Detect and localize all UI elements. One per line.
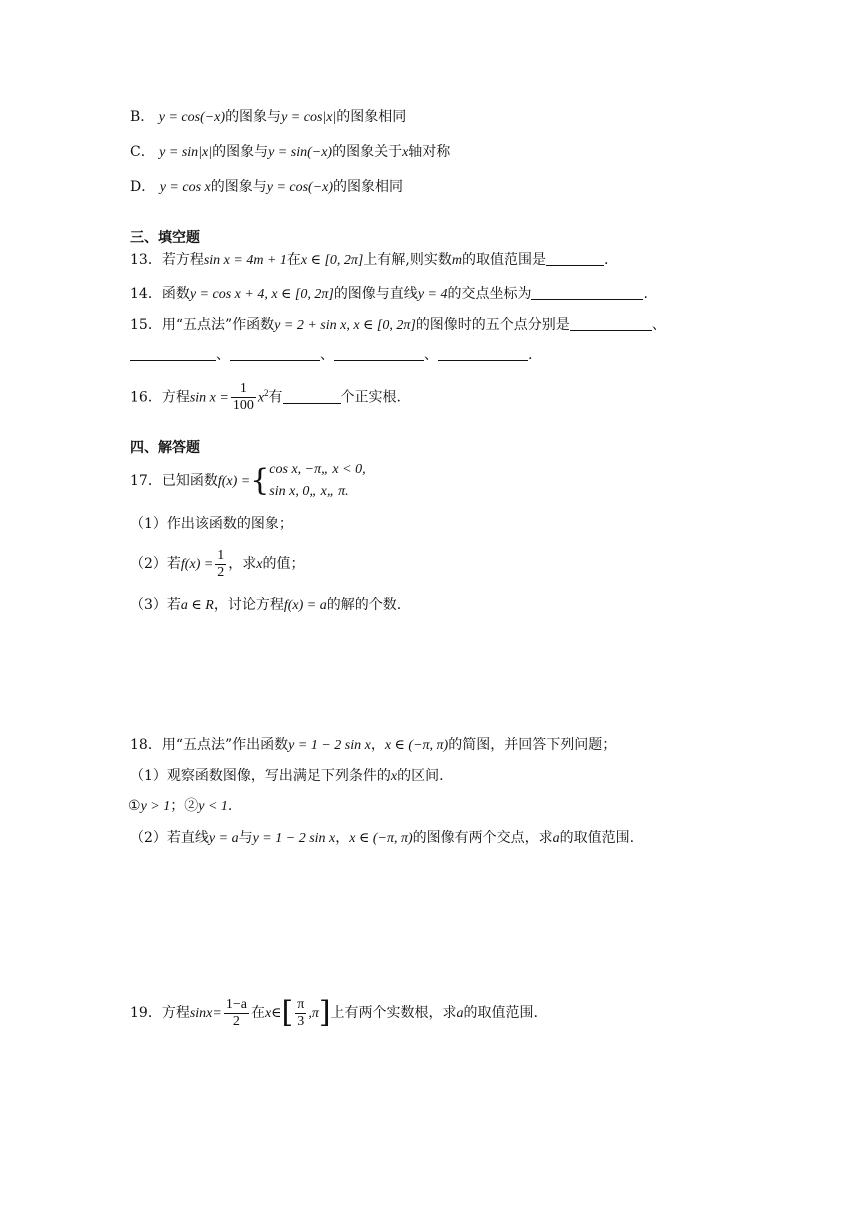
math-var: m: [451, 253, 462, 268]
question-14: [130, 284, 648, 305]
question-number: 17．: [130, 473, 162, 489]
math-var: a: [552, 831, 560, 846]
question-text: 用“五点法”作出函数: [161, 737, 289, 753]
separator: 、: [651, 317, 666, 333]
math-expr: y = 1 − 2 sin x: [288, 738, 371, 753]
question-text: 的解的个数.: [326, 597, 402, 613]
math-expr: y < 1: [198, 799, 228, 814]
punctuation: .: [643, 286, 648, 302]
math-var: x: [390, 769, 398, 784]
math-expr: sin x = 4m + 1: [203, 253, 287, 268]
question-18: [130, 735, 616, 756]
circled-number: ①: [128, 798, 141, 814]
math-expr: f(x) = a: [283, 598, 327, 613]
question-text: ，: [370, 737, 385, 753]
bracket-icon: [: [281, 995, 294, 1030]
question-text: 的简图，并回答下列问题；: [448, 737, 617, 753]
question-text: （2）若直线: [130, 830, 209, 846]
answer-blank[interactable]: [334, 346, 424, 361]
question-18-part-2: [130, 828, 634, 849]
question-text: 上有两个实数根，求: [330, 1005, 457, 1021]
question-text: 的图像时的五个点分别是: [415, 317, 570, 333]
math-expr: x∈: [264, 1006, 282, 1021]
question-text: 上有解,则实数: [363, 252, 452, 268]
question-text: 的区间.: [397, 768, 444, 784]
question-number: 19．: [130, 1005, 162, 1021]
math-expr: ,π: [308, 1006, 319, 1021]
question-text: 函数: [161, 286, 190, 302]
fraction-numerator: 1: [231, 381, 256, 398]
question-text: 用“五点法”作函数: [161, 317, 275, 333]
question-16: 16．方程sin x = $\frac{1}{100}$ $x^2$有 个正实根.: [130, 381, 401, 414]
math-expr: y = sin(−x): [268, 145, 333, 160]
fraction-numerator: π: [297, 996, 305, 1012]
option-label: C．: [130, 144, 155, 160]
question-text: ，求: [228, 556, 257, 572]
math-expr: y = 1 − 2 sin x: [252, 831, 336, 846]
case-2: sin x, 0„ x„ π.: [269, 484, 349, 499]
question-text: 的图像与直线: [333, 286, 418, 302]
question-13: [130, 250, 608, 271]
fraction: [231, 381, 256, 414]
question-15-continued: [130, 345, 532, 365]
question-text: 在: [286, 252, 301, 268]
math-var: x: [402, 145, 409, 160]
separator: 、: [320, 347, 334, 363]
question-text: ，讨论方程: [213, 597, 284, 613]
fraction-denominator: 2: [217, 564, 225, 580]
separator: 、: [424, 347, 438, 363]
question-17-part-2: [130, 544, 305, 585]
question-17-part-1: （1）作出该函数的图象；: [130, 516, 293, 532]
question-text: 与: [238, 830, 253, 846]
fraction: [215, 548, 226, 581]
brace-icon: {: [250, 463, 270, 498]
punctuation: .: [603, 252, 609, 268]
math-expr: y = cos|x|: [281, 110, 337, 125]
math-expr: y = 4: [417, 287, 448, 302]
option-text: 的图象与: [225, 109, 282, 125]
question-text: （3）若: [130, 597, 181, 613]
math-expr: x ∈ [0, 2π]: [300, 253, 364, 268]
bracket-icon: ]: [318, 995, 331, 1030]
math-expr: x ∈ (−π, π): [384, 738, 449, 753]
question-text: 的取值范围.: [463, 1005, 538, 1021]
separator: 、: [216, 347, 230, 363]
question-text: 的交点坐标为: [447, 286, 532, 302]
option-d: [130, 177, 403, 198]
question-number: 16．: [130, 389, 162, 406]
math-var: x: [257, 390, 265, 406]
question-text: 的取值范围.: [559, 830, 635, 846]
question-number: 13．: [130, 252, 162, 268]
question-text: 在: [250, 1005, 265, 1021]
question-18-part-1: [130, 766, 444, 787]
separator: ；: [170, 798, 185, 814]
answer-blank[interactable]: [438, 346, 528, 361]
punctuation: .: [528, 347, 533, 363]
option-text: 的图象与: [212, 144, 269, 160]
math-expr: sin x =: [189, 390, 229, 406]
answer-blank[interactable]: [230, 346, 320, 361]
option-label: D．: [130, 179, 156, 195]
option-text: 的图象相同: [336, 109, 407, 125]
math-expr: a ∈ R: [180, 598, 214, 613]
fraction-denominator: 3: [297, 1013, 305, 1029]
math-expr: y = a: [208, 831, 239, 846]
question-text: 已知函数: [161, 473, 218, 489]
math-var: a: [456, 1006, 464, 1021]
answer-blank[interactable]: [531, 285, 643, 300]
option-c: [130, 142, 450, 163]
math-expr: sinx=: [189, 1006, 222, 1021]
question-number: 15．: [130, 317, 162, 333]
math-expr: f(x) =: [180, 557, 214, 572]
question-text: 若方程: [161, 252, 204, 268]
question-text: ，: [335, 830, 350, 846]
question-number: 14．: [130, 286, 162, 302]
math-expr: y = cos x + 4, x ∈ [0, 2π]: [189, 287, 334, 302]
question-text: 的图像有两个交点，求: [412, 830, 553, 846]
fraction-numerator: 1: [217, 547, 225, 563]
option-text: 轴对称: [408, 144, 451, 160]
math-var: x: [256, 557, 263, 572]
question-text: 的取值范围是: [461, 252, 546, 268]
section-heading-fill-blank: 三、填空题: [130, 230, 200, 246]
question-15: [130, 315, 666, 336]
circled-number: ②: [184, 798, 199, 814]
answer-blank[interactable]: [570, 316, 652, 331]
question-text: 方程: [161, 1005, 190, 1021]
fraction: [295, 997, 306, 1030]
question-18-conditions: [128, 796, 232, 817]
question-17: [130, 457, 366, 506]
math-expr: y = cos x: [159, 180, 211, 195]
option-text: 的图象关于: [332, 144, 403, 160]
math-expr: y = sin|x|: [159, 145, 213, 160]
question-text: 方程: [161, 389, 190, 406]
case-1: cos x, −π„ x < 0,: [269, 462, 366, 477]
option-b: [130, 107, 406, 128]
question-text: 个正实根.: [340, 389, 401, 406]
question-number: 18．: [130, 737, 162, 753]
answer-blank[interactable]: [283, 389, 341, 404]
math-expr: y > 1: [140, 799, 171, 814]
punctuation: .: [227, 798, 233, 814]
option-label: B．: [130, 109, 155, 125]
question-17-part-3: [130, 595, 401, 616]
option-text: 的图象相同: [333, 179, 404, 195]
fraction-denominator: 100: [232, 398, 254, 414]
section-heading-solve: 四、解答题: [130, 440, 200, 456]
fraction-numerator: 1−a: [225, 996, 247, 1012]
piecewise-cases: [269, 459, 365, 503]
question-text: 有: [268, 389, 283, 406]
fraction: [224, 997, 249, 1030]
math-expr: f(x) =: [217, 474, 251, 489]
question-text: 的值；: [262, 556, 305, 572]
question-text: （2）若: [130, 556, 181, 572]
answer-blank[interactable]: [130, 346, 216, 361]
math-expr: x ∈ (−π, π): [349, 831, 413, 846]
answer-blank[interactable]: [546, 251, 604, 266]
option-text: 的图象与: [210, 179, 267, 195]
question-text: （1）观察函数图像，写出满足下列条件的: [130, 768, 391, 784]
math-expr: y = 2 + sin x, x ∈ [0, 2π]: [274, 318, 416, 333]
fraction-denominator: 2: [232, 1013, 240, 1029]
math-expr: y = cos(−x): [266, 180, 334, 195]
math-expr: y = cos(−x): [158, 110, 226, 125]
question-19: [130, 991, 538, 1036]
